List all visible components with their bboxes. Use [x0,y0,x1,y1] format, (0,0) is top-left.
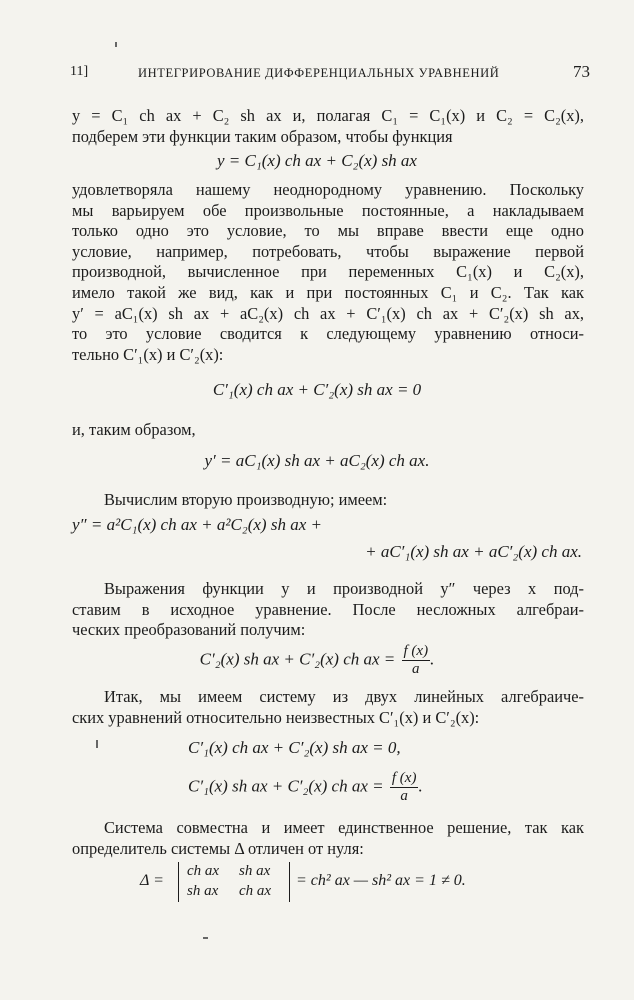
equation-y: y = C₁(x) ch ax + C₂(x) sh ax [217,151,417,170]
fraction-denominator: a [412,661,420,677]
paragraph-substitution [72,579,584,641]
fraction-denominator: a [400,788,408,804]
text-line: определитель системы Δ отличен от нуля: [72,838,364,858]
equation-first-derivative: y′ = aC₁(x) sh ax + aC₂(x) ch ax. [204,451,430,470]
equation-second-derivative-line1: y″ = a²C₁(x) ch ax + a²C₂(x) sh ax + [72,515,322,534]
print-speck [203,937,208,939]
text-line: Выражения функции y и производной y″ через x под- [104,579,584,598]
equation-lhs: C′₂(x) sh ax + C′₂(x) ch ax = [199,649,396,669]
equation-system-2 [188,770,423,805]
text-line: ческих преобразований получим: [72,620,306,640]
fraction-numerator: f (x) [403,643,429,659]
matrix-cell: sh ax [239,863,271,879]
matrix-cell: ch ax [187,863,220,879]
equation-end: . [430,649,435,669]
text-line: подберем эти функции таким образом, чтобы функция [72,126,453,146]
text-line: удовлетворяла нашему неоднородному уравнению. Поскольку [72,180,584,199]
matrix-cell: sh ax [187,883,219,899]
paragraph-second-derivative [72,490,616,511]
text-line: Итак, мы имеем систему из двух линейных алгебраиче- [104,687,584,706]
text-line: и, таким образом, [72,420,196,439]
text-line: только одно это условие, то мы вправе ввести еще одно [72,221,584,241]
text-line: тельно C′₁(x) и C′₂(x): [72,344,224,364]
determinant-rhs: = ch² ax — sh² ax = 1 ≠ 0. [296,872,466,889]
text-line: ставим в исходное уравнение. После несложных алгебраи- [72,599,584,619]
equation-system-1: C′₁(x) ch ax + C′₂(x) sh ax = 0, [188,738,401,757]
text-line: имело такой же вид, как и при постоянных C₁ и C₂. Так как [72,282,584,302]
text-line: производной, вычисленное при переменных C₁(x) и C₂(x), [72,262,584,282]
fraction [402,643,431,678]
paragraph-determinant [72,818,584,859]
determinant-matrix [178,862,290,902]
text-line: мы варьируем обе произвольные постоянные, а накладываем [72,200,584,220]
equation-end: . [418,776,423,796]
fraction [390,770,419,805]
text-line: условие, например, потребовать, чтобы выражение первой [72,241,584,261]
section-number: 11] [70,64,89,79]
text-line: Вычислим вторую производную; имеем: [104,490,388,509]
print-speck [115,42,117,47]
equation-result [0,643,634,678]
fraction-numerator: f (x) [391,770,417,786]
equation-lhs: C′₁(x) sh ax + C′₂(x) ch ax = [188,776,384,796]
equation-condition: C′₁(x) ch ax + C′₂(x) sh ax = 0 [212,380,422,399]
paragraph-thus [72,420,584,441]
text-line: y′ = aC₁(x) sh ax + aC₂(x) ch ax + C′₁(x) ch ax + C′₂(x) sh ax, [72,303,584,323]
chapter-title: ИНТЕГРИРОВАНИЕ ДИФФЕРЕНЦИАЛЬНЫХ УРАВНЕНИЙ [138,66,500,80]
determinant-lhs: Δ = [140,872,164,889]
matrix-cell: ch ax [239,883,272,899]
print-speck [96,740,98,748]
paragraph-variation [72,180,584,365]
equation-second-derivative-line2: + aC′₁(x) sh ax + aC′₂(x) ch ax. [365,542,582,561]
paragraph-intro [72,106,584,147]
running-header [70,62,590,86]
text-line: ских уравнений относительно неизвестных C′₁(x) и C′₂(x): [72,707,480,727]
text-line: то это условие сводится к следующему уравнению относи- [72,324,584,344]
paragraph-system [72,687,584,728]
text-line: y = C₁ ch ax + C₂ sh ax и, полагая C₁ = C₁(x) и C₂ = C₂(x), [72,106,584,125]
text-line: Система совместна и имеет единственное решение, так как [104,818,584,837]
page-number: 73 [573,62,590,81]
